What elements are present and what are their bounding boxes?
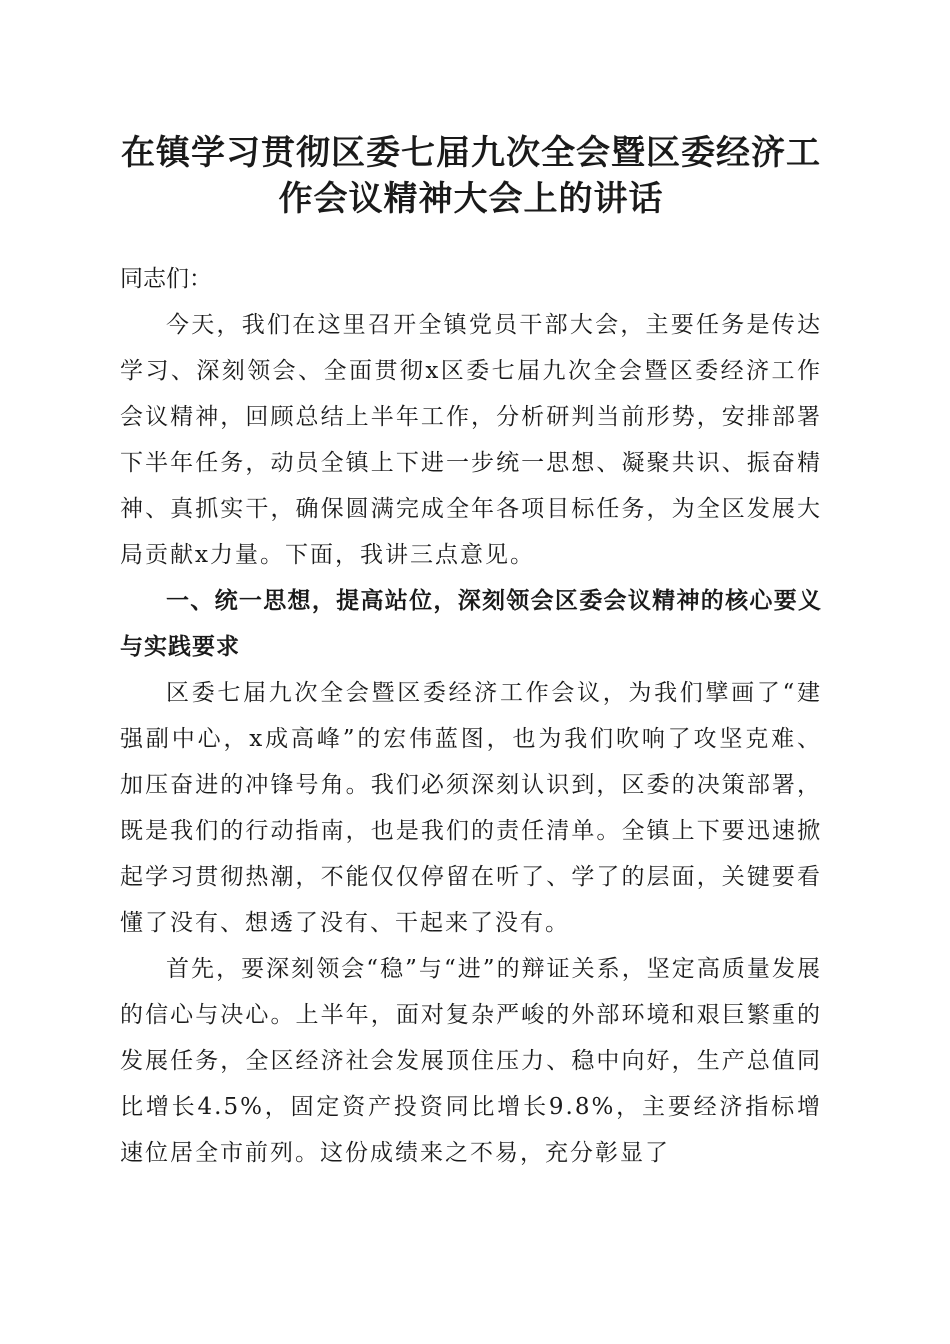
section-heading-1: 一、统一思想，提高站位，深刻领会区委会议精神的核心要义与实践要求 (120, 588, 822, 660)
document-title: 在镇学习贯彻区委七届九次全会暨区委经济工作会议精神大会上的讲话 (121, 133, 821, 219)
intro-paragraph: 今天，我们在这里召开全镇党员干部大会，主要任务是传达学习、深刻领会、全面贯彻x区委七届九次全会暨区委经济工作会议精神，回顾总结上半年工作，分析研判当前形势，安排部署下半年任务，动员全镇上下进一步统一思想、凝聚共识、振奋精神、真抓实干，确保圆满完成全年各项目标任务，为全区发展大局贡献x力量。下面，我讲三点意见。 (120, 312, 822, 568)
salutation: 同志们： (120, 266, 212, 292)
section1-paragraph-1: 区委七届九次全会暨区委经济工作会议，为我们擘画了“建强副中心，x成高峰”的宏伟蓝图，也为我们吹响了攻坚克难、加压奋进的冲锋号角。我们必须深刻认识到，区委的决策部署，既是我们的行动指南，也是我们的责任清单。全镇上下要迅速掀起学习贯彻热潮，不能仅仅停留在听了、学了的层面，关键要看懂了没有、想透了没有、干起来了没有。 (120, 680, 822, 936)
section1-paragraph-2: 首先，要深刻领会“稳”与“进”的辩证关系，坚定高质量发展的信心与决心。上半年，面对复杂严峻的外部环境和艰巨繁重的发展任务，全区经济社会发展顶住压力、稳中向好，生产总值同比增长4.5%，固定资产投资同比增长9.8%，主要经济指标增速位居全市前列。这份成绩来之不易，充分彰显了 (120, 956, 822, 1166)
